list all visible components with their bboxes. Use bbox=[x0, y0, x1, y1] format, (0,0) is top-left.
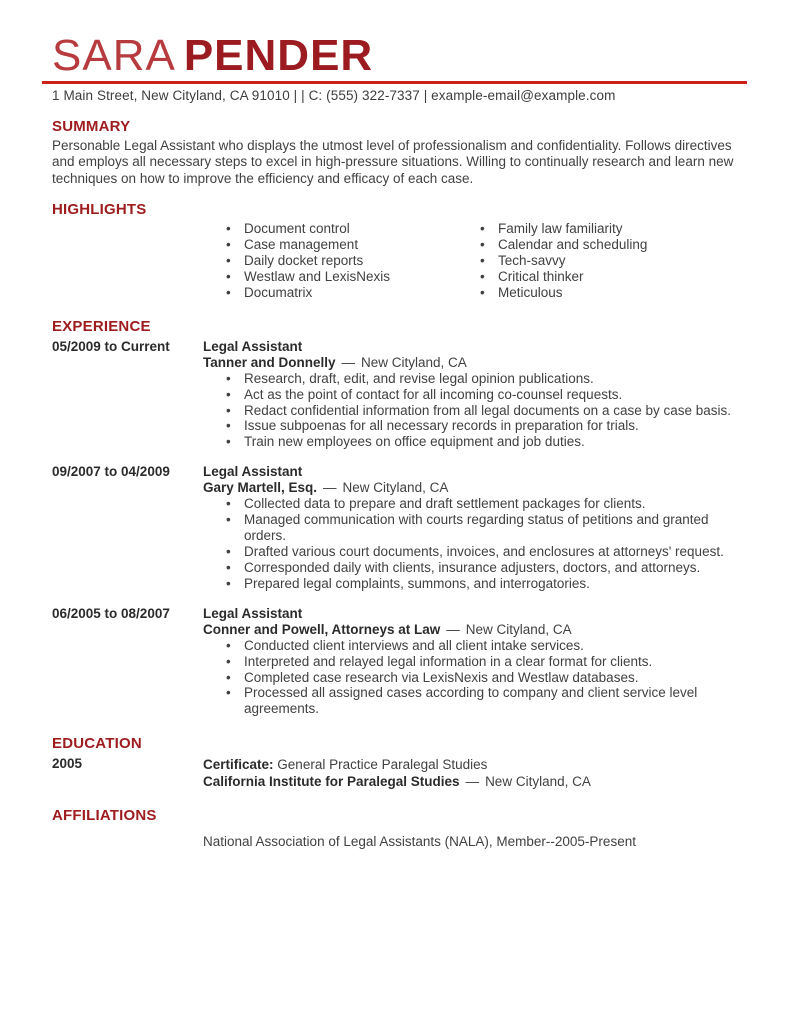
bullet-item: • Research, draft, edit, and revise legal opinion publications. bbox=[203, 371, 748, 387]
experience-entry-1 bbox=[52, 339, 748, 451]
highlights-columns bbox=[203, 221, 748, 301]
job-title: Legal Assistant bbox=[203, 464, 303, 480]
education-entry bbox=[52, 756, 748, 790]
job-body bbox=[203, 339, 748, 451]
job-company: Conner and Powell, Attorneys at Law bbox=[203, 621, 441, 637]
education-school-line bbox=[203, 773, 748, 790]
bullet-item: • Conducted client interviews and all client intake services. bbox=[203, 638, 748, 654]
job-dates: 05/2009 to Current bbox=[52, 338, 170, 354]
bullet-item: • Calendar and scheduling bbox=[457, 237, 647, 253]
job-duties-list bbox=[203, 371, 748, 451]
education-body bbox=[203, 756, 748, 790]
bullet-item: • Documatrix bbox=[203, 285, 457, 301]
section-affiliations bbox=[52, 807, 748, 850]
job-duties-list bbox=[203, 496, 748, 591]
job-body bbox=[203, 464, 748, 591]
dash-separator: — bbox=[323, 480, 337, 496]
section-highlights bbox=[52, 201, 748, 301]
summary-text: Personable Legal Assistant who displays the utmost level of professionalism and confidentiality. Follows directives and employs all necessary steps to excel in high-pressure situations. Willing to continually research and learn new techniques on how to improve the efficiency and efficacy of each case. bbox=[52, 138, 734, 186]
summary-heading: SUMMARY bbox=[52, 118, 131, 135]
contact-line: 1 Main Street, New Cityland, CA 91010 | | C: (555) 322-7337 | example-email@example.com bbox=[52, 88, 616, 103]
job-body bbox=[203, 606, 748, 718]
job-duties-list bbox=[203, 638, 748, 718]
section-experience bbox=[52, 318, 748, 718]
bullet-item: • Daily docket reports bbox=[203, 253, 457, 269]
candidate-name bbox=[52, 31, 748, 80]
job-location: New Cityland, CA bbox=[361, 354, 467, 370]
candidate-last-name: PENDER bbox=[183, 31, 374, 80]
job-title: Legal Assistant bbox=[203, 338, 303, 354]
dash-separator: — bbox=[465, 774, 480, 790]
bullet-item: • Prepared legal complaints, summons, and interrogatories. bbox=[203, 576, 748, 592]
bullet-item: • Case management bbox=[203, 237, 457, 253]
experience-entry-3 bbox=[52, 606, 748, 718]
education-heading: EDUCATION bbox=[52, 735, 142, 753]
bullet-item: • Completed case research via LexisNexis and Westlaw databases. bbox=[203, 670, 748, 686]
certificate-label: Certificate: bbox=[203, 757, 274, 773]
highlights-list-left bbox=[203, 221, 457, 301]
education-year: 2005 bbox=[52, 756, 83, 772]
section-summary bbox=[52, 118, 748, 187]
job-company-line bbox=[203, 355, 748, 371]
education-certificate-line bbox=[203, 756, 748, 773]
highlights-list-right bbox=[457, 221, 647, 301]
job-dates: 06/2005 to 08/2007 bbox=[52, 605, 170, 621]
bullet-item: • Corresponded daily with clients, insurance adjusters, doctors, and attorneys. bbox=[203, 560, 748, 576]
certificate-name: General Practice Paralegal Studies bbox=[277, 757, 488, 773]
candidate-first-name: SARA bbox=[52, 31, 176, 80]
experience-heading: EXPERIENCE bbox=[52, 317, 151, 335]
bullet-item: • Family law familiarity bbox=[457, 221, 647, 237]
affiliations-text: National Association of Legal Assistants (NALA), Member--2005-Present bbox=[203, 834, 636, 850]
bullet-item: • Redact confidential information from all legal documents on a case by case basis. bbox=[203, 403, 748, 419]
dash-separator: — bbox=[446, 621, 460, 637]
bullet-item: • Managed communication with courts regarding status of petitions and granted orders. bbox=[203, 512, 748, 544]
bullet-item: • Collected data to prepare and draft settlement packages for clients. bbox=[203, 496, 748, 512]
bullet-item: • Document control bbox=[203, 221, 457, 237]
bullet-item: • Tech-savvy bbox=[457, 253, 647, 269]
resume-header bbox=[52, 31, 748, 103]
job-company-line bbox=[203, 480, 748, 496]
bullet-item: • Meticulous bbox=[457, 285, 647, 301]
section-education bbox=[52, 735, 748, 790]
dash-separator: — bbox=[341, 354, 356, 370]
bullet-item: • Westlaw and LexisNexis bbox=[203, 269, 457, 285]
header-divider-rule bbox=[42, 81, 747, 84]
bullet-item: • Critical thinker bbox=[457, 269, 647, 285]
job-company-line bbox=[203, 622, 748, 638]
highlights-heading: HIGHLIGHTS bbox=[52, 201, 147, 219]
job-title: Legal Assistant bbox=[203, 605, 303, 621]
affiliations-heading: AFFILIATIONS bbox=[52, 807, 157, 825]
bullet-item: • Train new employees on office equipment and job duties. bbox=[203, 434, 748, 450]
job-company: Tanner and Donnelly bbox=[203, 354, 336, 370]
school-name: California Institute for Paralegal Studies bbox=[203, 774, 460, 790]
job-location: New Cityland, CA bbox=[342, 480, 449, 496]
affiliations-entry bbox=[52, 833, 748, 850]
bullet-item: • Drafted various court documents, invoices, and enclosures at attorneys' request. bbox=[203, 544, 748, 560]
school-location: New Cityland, CA bbox=[485, 774, 591, 790]
job-dates: 09/2007 to 04/2009 bbox=[52, 464, 170, 480]
job-company: Gary Martell, Esq. bbox=[203, 480, 318, 496]
experience-entry-2 bbox=[52, 464, 748, 591]
bullet-item: • Issue subpoenas for all necessary records in preparation for trials. bbox=[203, 418, 748, 434]
bullet-item: • Act as the point of contact for all incoming co-counsel requests. bbox=[203, 387, 748, 403]
bullet-item: • Interpreted and relayed legal information in a clear format for clients. bbox=[203, 654, 748, 670]
job-location: New Cityland, CA bbox=[465, 621, 572, 637]
bullet-item: • Processed all assigned cases according to company and client service level agreements. bbox=[203, 685, 748, 717]
